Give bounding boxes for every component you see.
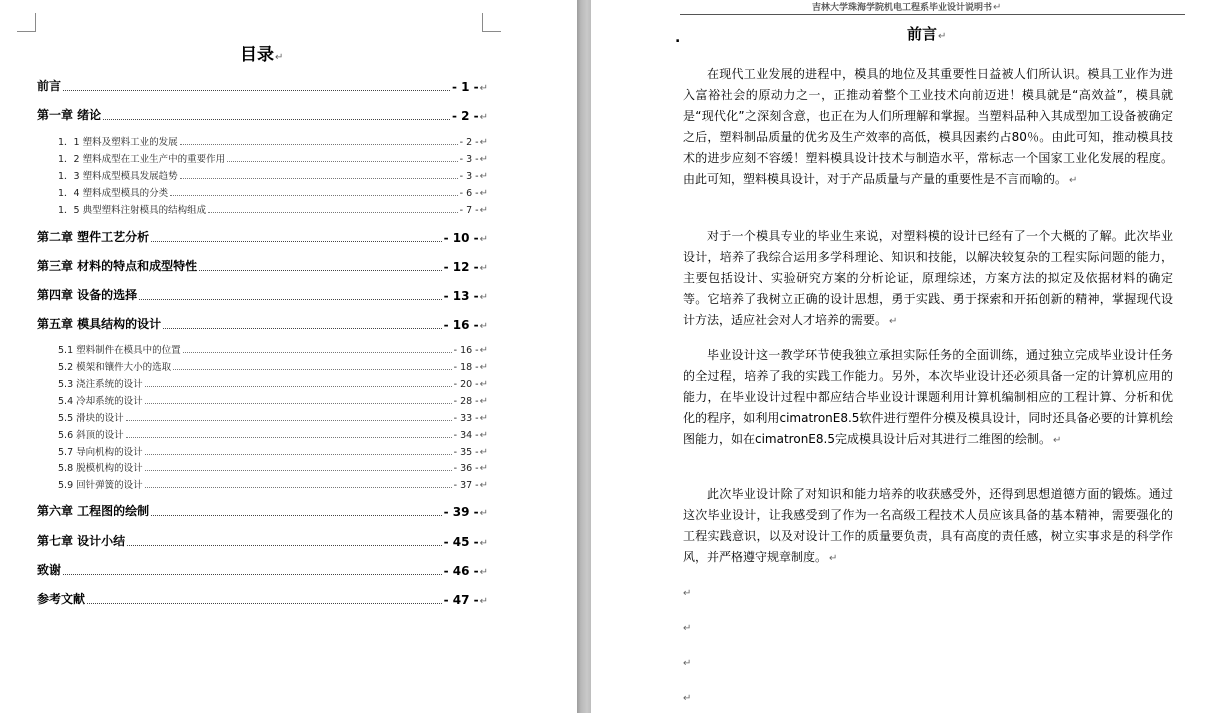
header-rule [680,14,1185,15]
preface-paragraph: 毕业设计这一教学环节使我独立承担实际任务的全面训练，通过独立完成毕业设计任务的全过程，培养了我的实践工作能力。另外，本次毕业设计还必须具备一定的计算机应用的能力，在毕业设计过程中都应结合毕业设计课题利用计算机编制相应的工程计算、分析和优化的程序，如利用cimatronE8.5软件进行塑件分模及模具设计，同时还具备必要的计算机绘图能力，如在cimatronE8.5完成模具设计后对其进行二维图的绘制。 ↵ [683,348,1173,446]
toc-entry[interactable]: 1．1 塑料及塑料工业的发展 - 2 - ↵ [58,137,488,148]
toc-entry[interactable]: 5.5 滑块的设计 - 33 - ↵ [58,413,488,424]
toc-entry[interactable]: 5.3 浇注系统的设计 - 20 - ↵ [58,379,488,390]
preface-paragraph: 在现代工业发展的进程中，模具的地位及其重要性日益被人们所认识。模具工业作为进入富裕社会的原动力之一，正推动着整个工业技术向前迈进！模具就是“高效益”，模具就是“现代化”之深刻含意，也正在为人们所理解和掌握。当塑料品种入其成型加工设备被确定之后，塑料制品质量的优劣及生产效率的高低，模具因素约占80％。由此可知，推动模具技术的进步应刻不容缓！塑料模具设计技术与制造水平，常标志一个国家工业化发展的程度。由此可知，塑料模具设计，对于产品质量与产量的重要性是不言而喻的。 ↵ [683,67,1173,186]
toc-entry[interactable]: 第四章 设备的选择 - 13 - ↵ [37,288,488,303]
toc-entry[interactable]: 第三章 材料的特点和成型特性 - 12 - ↵ [37,259,488,274]
toc-entry[interactable]: 5.9 回针弹簧的设计 - 37 - ↵ [58,480,488,491]
preface-paragraph: 对于一个模具专业的毕业生来说，对塑料模的设计已经有了一个大概的了解。此次毕业设计，培养了我综合运用多学科理论、知识和技能，以解决较复杂的工程实际问题的能力，主要包括设计、实验研究方案的分析论证，原理综述，方案方法的拟定及依据材料的确定等。它培养了我树立正确的设计思想，勇于实践、勇于探索和开拓创新的精神，掌握现代设计方法，适应社会对人才培养的需要。 ↵ [683,229,1173,327]
toc-entry[interactable]: 5.8 脱模机构的设计 - 36 - ↵ [58,463,488,474]
toc-entry[interactable]: 1．5 典型塑料注射模具的结构组成 - 7 - ↵ [58,205,488,216]
toc-entry[interactable]: 1．3 塑料成型模具发展趋势 - 3 - ↵ [58,171,488,182]
paragraph-mark: ↵ [683,658,692,669]
toc-entry[interactable]: 参考文献 - 47 - ↵ [37,592,488,607]
toc-entry[interactable]: 第五章 模具结构的设计 - 16 - ↵ [37,317,488,332]
page-marker: . [675,30,681,46]
toc-entry[interactable]: 5.4 冷却系统的设计 - 28 - ↵ [58,396,488,407]
toc-entry[interactable]: 5.7 导向机构的设计 - 35 - ↵ [58,447,488,458]
toc-page [0,0,577,713]
paragraph-mark: ↵ [683,623,692,634]
crop-mark-top-right [482,13,501,32]
toc-entry[interactable]: 1．4 塑料成型模具的分类 - 6 - ↵ [58,188,488,199]
toc-entry[interactable]: 第二章 塑件工艺分析 - 10 - ↵ [37,230,488,245]
toc-entry[interactable]: 5.1 塑料制件在模具中的位置 - 16 - ↵ [58,345,488,356]
crop-mark-top-left [17,13,36,32]
toc-entry[interactable]: 第一章 绪论 - 2 - ↵ [37,108,488,123]
toc-entry[interactable]: 5.6 斜顶的设计 - 34 - ↵ [58,430,488,441]
toc-entry[interactable]: 致谢 - 46 - ↵ [37,563,488,578]
toc-entry[interactable]: 5.2 模架和镶件大小的选取 - 18 - ↵ [58,362,488,373]
page-gutter [577,0,591,713]
preface-title: 前言↵ [907,25,947,43]
toc-entry[interactable]: 第七章 设计小结 - 45 - ↵ [37,534,488,549]
paragraph-mark: ↵ [683,588,692,599]
toc-entry[interactable]: 1．2 塑料成型在工业生产中的重要作用 - 3 - ↵ [58,154,488,165]
toc-entry[interactable]: 第六章 工程图的绘制 - 39 - ↵ [37,504,488,519]
toc-title: 目录↵ [240,45,284,65]
preface-paragraph: 此次毕业设计除了对知识和能力培养的收获感受外，还得到思想道德方面的锻炼。通过这次毕业设计，让我感受到了作为一名高级工程技术人员应该具备的基本精神，需要强化的工程实践意识，以及对设计工作的质量要负责，具有高度的责任感，树立实事求是的科学作风，并严格遵守规章制度。 ↵ [683,487,1173,564]
page-header: 吉林大学珠海学院机电工程系毕业设计说明书↵ [812,2,1002,13]
paragraph-mark: ↵ [683,693,692,704]
toc-entry[interactable]: 前言 - 1 - ↵ [37,79,488,94]
